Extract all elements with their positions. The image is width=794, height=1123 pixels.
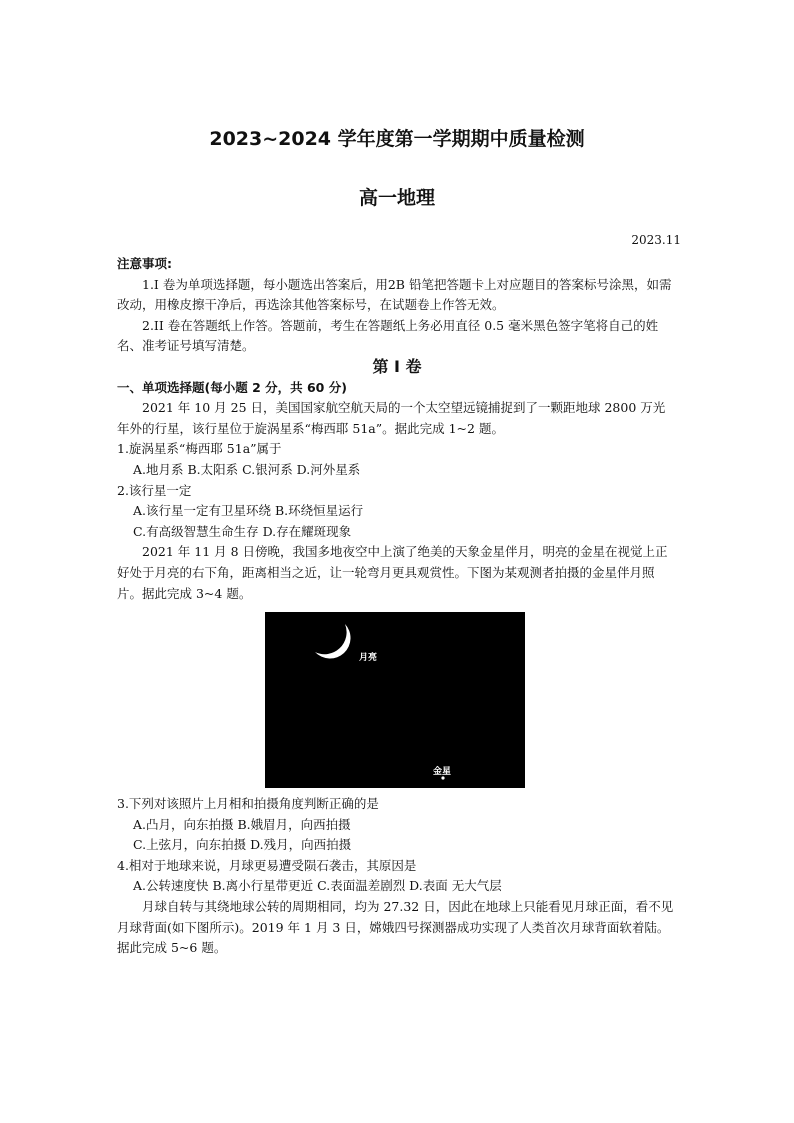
exam-title: 2023~2024 学年度第一学期期中质量检测 bbox=[209, 128, 585, 150]
passage-1: 2021 年 10 月 25 日，美国国家航空航天局的一个太空望远镜捕捉到了一颗距地球 2800 万光年外的行星，该行星位于旋涡星系“梅西耶 51a”。据此完成 1~2 题。 bbox=[117, 400, 666, 436]
question-2-options-b: C.有高级智慧生命生存 D.存在耀斑现象 bbox=[133, 523, 352, 539]
crescent-moon-icon bbox=[315, 624, 351, 659]
question-3-options-b: C.上弦月，向东拍摄 D.残月，向西拍摄 bbox=[133, 837, 352, 853]
moon-crescent-drawing bbox=[265, 612, 525, 788]
question-4-stem: 4.相对于地球来说，月球更易遭受陨石袭击，其原因是 bbox=[117, 857, 417, 873]
question-1-options: A.地月系 B.太阳系 C.银河系 D.河外星系 bbox=[133, 461, 361, 477]
section-title: 第 I 卷 bbox=[372, 356, 422, 376]
venus-label: 金星 bbox=[433, 767, 452, 778]
moon-label: 月亮 bbox=[359, 653, 378, 664]
passage-2: 2021 年 11 月 8 日傍晚，我国多地夜空中上演了绝美的天象金星伴月，明亮的金星在视觉上正好处于月亮的右下角，距离相当之近，让一轮弯月更具观赏性。下图为某观测者拍摄的金星伴月照片。据此完成 3~4 题。 bbox=[117, 544, 668, 601]
question-1-stem: 1.旋涡星系“梅西耶 51a”属于 bbox=[117, 441, 282, 457]
question-2-stem: 2.该行星一定 bbox=[117, 482, 192, 498]
notice-item-1: 1.I 卷为单项选择题，每小题选出答案后，用2B 铅笔把答题卡上对应题目的答案标号涂黑，如需改动，用橡皮擦干净后，再选涂其他答案标号，在试题卷上作答无效。 bbox=[117, 276, 672, 313]
moon-venus-photo bbox=[265, 612, 525, 788]
notice-heading: 注意事项: bbox=[117, 256, 172, 271]
notice-item-2: 2.II 卷在答题纸上作答。答题前，考生在答题纸上务必用直径 0.5 毫米黑色签字笔将自己的姓名、准考证号填写清楚。 bbox=[117, 317, 659, 354]
passage-3: 月球自转与其绕地球公转的周期相同，均为 27.32 日，因此在地球上只能看见月球正面，看不见月球背面(如下图所示)。2019 年 1 月 3 日，嫦娥四号探测器成功实现了人类首次月球背面软着陆。据此完成 5~6 题。 bbox=[117, 899, 674, 956]
part-heading: 一、单项选择题(每小题 2 分，共 60 分) bbox=[117, 379, 347, 395]
exam-date: 2023.11 bbox=[631, 233, 681, 247]
question-4-options: A.公转速度快 B.离小行星带更近 C.表面温差剧烈 D.表面 无大气层 bbox=[133, 878, 502, 894]
question-3-stem: 3.下列对该照片上月相和拍摄角度判断正确的是 bbox=[117, 796, 379, 812]
question-2-options-a: A.该行星一定有卫星环绕 B.环绕恒星运行 bbox=[133, 503, 364, 519]
exam-body bbox=[117, 254, 677, 959]
subject-title: 高一地理 bbox=[358, 187, 435, 209]
question-3-options-a: A.凸月，向东拍摄 B.娥眉月，向西拍摄 bbox=[133, 816, 351, 832]
